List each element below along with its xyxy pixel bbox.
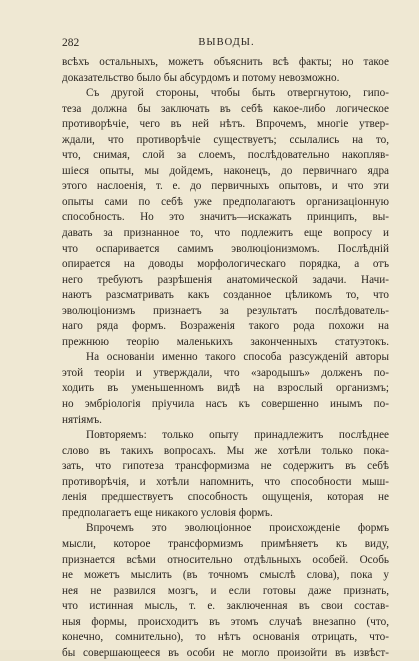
- text-line: противорѣчія, и хотѣли напомнить, что способности мыш-: [62, 475, 389, 488]
- text-line: шіеся опыты, мы дойдемъ, наконецъ, до первичнаго ядра: [62, 164, 389, 177]
- paragraph-first-line: Впрочемъ это эволюціонное происхожденіе формъ: [86, 522, 389, 535]
- paragraph-first-line: Съ другой стороны, чтобы быть отвергнутою, гипо-: [86, 87, 389, 100]
- text-line: давать за признанное то, что подлежитъ еще вопросу и: [62, 227, 389, 240]
- text-line: мысли, которое трансформизмъ примѣняетъ къ виду,: [62, 537, 389, 550]
- text-line: теза должна бы заключать въ себѣ какое-либо логическое: [62, 102, 389, 115]
- text-line: но эмбріологія пріучила насъ къ совершенно инымъ по-: [62, 398, 389, 411]
- text-line: ждали, что противорѣчіе существуетъ; ссылались на то,: [62, 133, 389, 146]
- text-line: нятіямъ.: [62, 413, 102, 426]
- text-line: него требуютъ разрѣшенія анатомической задачи. Начи-: [62, 273, 389, 286]
- text-line: что истинная мысль, т. е. заключенная въ свои состав-: [62, 600, 389, 613]
- text-line: ленія предшествуетъ способность ощущенія, которая не: [62, 491, 389, 504]
- text-line: способность. Но это значитъ—искажать принципъ, вы-: [62, 211, 389, 224]
- text-line: всѣхъ остальныхъ, можетъ объяснить всѣ факты; но такое: [62, 56, 389, 68]
- body-text: [62, 55, 389, 661]
- text-line: бы совершающееся въ особи не могло произойти въ извѣст-: [62, 646, 389, 659]
- paragraph-first-line: На основаніи именно такого способа разсужденій авторы: [86, 351, 389, 364]
- text-line: предполагаетъ еще никакого условія формъ.: [62, 506, 273, 519]
- text-line: опыты сами по себѣ уже предполагаютъ организаціонную: [62, 195, 389, 208]
- text-line: доказательство было бы абсурдомъ и потому невозможно.: [62, 71, 340, 84]
- text-line: эволюціонизмъ признаетъ за результатъ послѣдователь-: [62, 304, 389, 317]
- text-line: признается всѣми относительно отдѣльныхъ особей. Особь: [62, 553, 389, 566]
- text-line: что оспаривается самимъ эволюціонизмомъ. Послѣдній: [62, 242, 389, 255]
- header-title: ВЫВОДЫ.: [198, 37, 255, 48]
- text-line: зать, что гипотеза трансформизма не содержитъ въ себѣ: [62, 460, 389, 473]
- text-line: конечно, сомнительно), то нѣтъ основанія отрицать, что-: [62, 631, 389, 644]
- text-line: что, снимая, слой за слоемъ, послѣдовательно накопляв-: [62, 149, 389, 162]
- text-line: прежнюю теорію маленькихъ законченныхъ статуэтокъ.: [62, 335, 389, 348]
- text-line: не можетъ мыслить (въ точномъ смыслѣ слова), пока у: [62, 569, 389, 582]
- text-line: наютъ разсматривать какъ созданное цѣликомъ то, что: [62, 289, 389, 302]
- text-line: противорѣчіе, чего въ ней нѣтъ. Впрочемъ, многіе утвер-: [62, 118, 389, 131]
- paragraph-first-line: Повторяемъ: только опыту принадлежитъ послѣднее: [86, 429, 389, 442]
- running-head: [62, 36, 391, 50]
- text-line: этой теоріи и утверждали, что «зародышъ» долженъ по-: [62, 366, 389, 379]
- page-number: 282: [62, 37, 80, 49]
- text-line: ныя формы, происходитъ въ этомъ случаѣ внезапно (что,: [62, 615, 389, 628]
- text-line: слово въ такихъ вопросахъ. Мы же хотѣли только пока-: [62, 444, 389, 457]
- text-line: нея не развился мозгъ, и если готовы даже признать,: [62, 584, 389, 597]
- text-line: этого наслоенія, т. е. до первичныхъ опытовъ, и что эти: [62, 180, 389, 193]
- text-line: опирается на доводы морфологическаго порядка, а отъ: [62, 258, 389, 271]
- text-line: ходить въ уменьшенномъ видѣ на взрослый организмъ;: [62, 382, 389, 395]
- text-line: наго ряда формъ. Возраженія такого рода похожи на: [62, 320, 389, 333]
